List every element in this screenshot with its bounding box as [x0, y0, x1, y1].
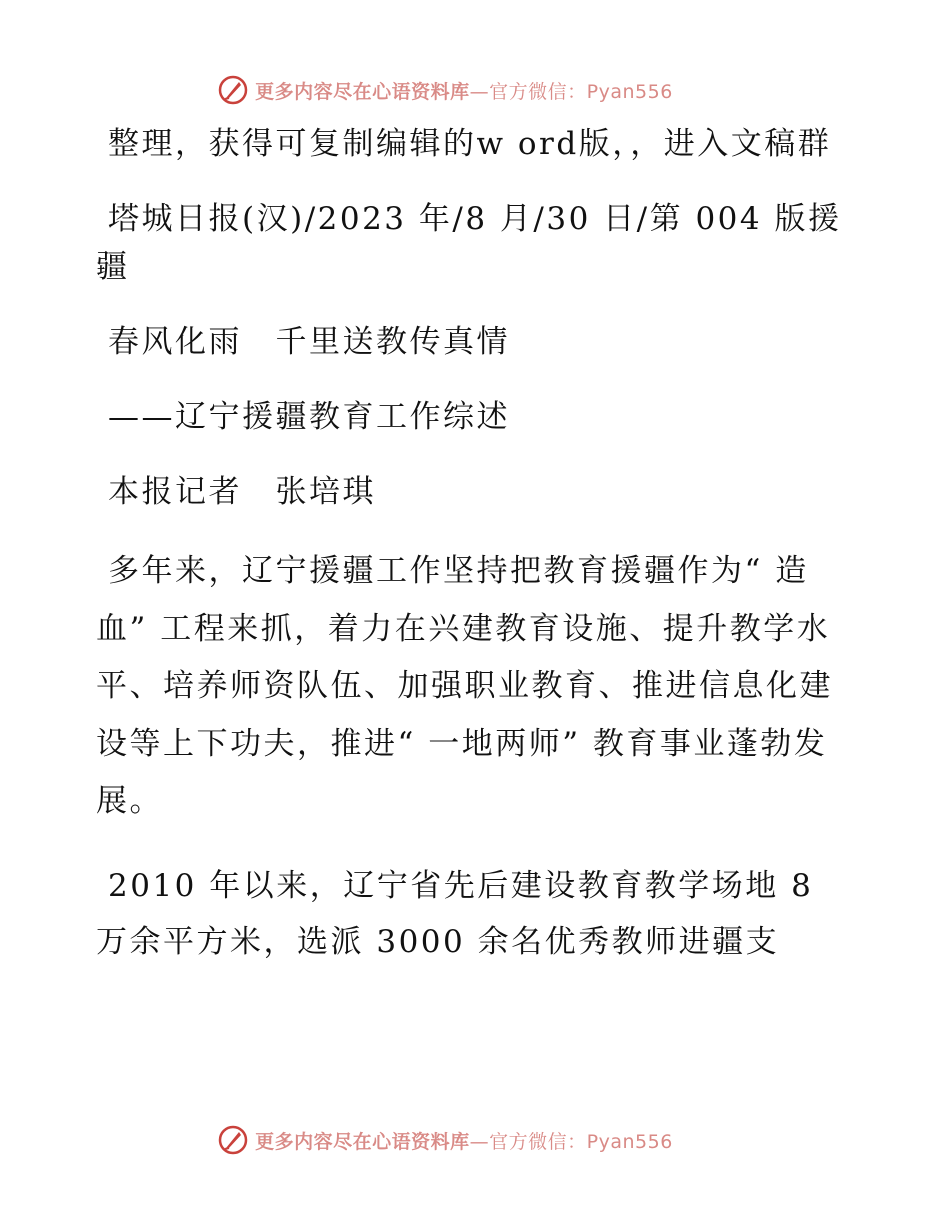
watermark-site: 更多内容尽在心语资料库 — [255, 1130, 470, 1153]
watermark-text — [255, 1127, 673, 1154]
quill-circle-logo-icon — [217, 74, 249, 106]
watermark-group — [217, 74, 673, 106]
article-byline: 本报记者 张培琪 — [108, 474, 376, 510]
footer-watermark — [0, 1122, 950, 1158]
document-body — [96, 120, 856, 970]
paragraph-intro-note: 整理，获得可复制编辑的w ord版，，进入文稿群 — [108, 126, 832, 162]
article-title: 春风化雨 千里送教传真情 — [108, 324, 510, 360]
watermark-group — [217, 1124, 673, 1156]
watermark-separator: — — [469, 1130, 490, 1153]
header-watermark — [0, 72, 950, 108]
article-subtitle: ——辽宁援疆教育工作综述 — [108, 399, 510, 435]
quill-circle-logo-icon — [217, 1124, 249, 1156]
paragraph-body-1: 多年来，辽宁援疆工作坚持把教育援疆作为“ 造血” 工程来抓，着力在兴建教育设施、提升教学水平、培养师资队伍、加强职业教育、推进信息化建设等上下功夫，推进“ 一地两师” 教育事业蓬勃发展。 — [96, 553, 833, 819]
watermark-text — [255, 77, 673, 104]
watermark-site: 更多内容尽在心语资料库 — [255, 80, 470, 103]
watermark-contact: 官方微信：Pyan556 — [489, 1130, 673, 1153]
watermark-separator: — — [469, 80, 490, 103]
paragraph-source-line: 塔城日报(汉)/2023 年/8 月/30 日/第 004 版援疆 — [96, 201, 842, 285]
paragraph-body-2: 2010 年以来，辽宁省先后建设教育教学场地 8 万余平方米，选派 3000 余名优秀教师进疆支 — [96, 867, 814, 960]
watermark-contact: 官方微信：Pyan556 — [489, 80, 673, 103]
